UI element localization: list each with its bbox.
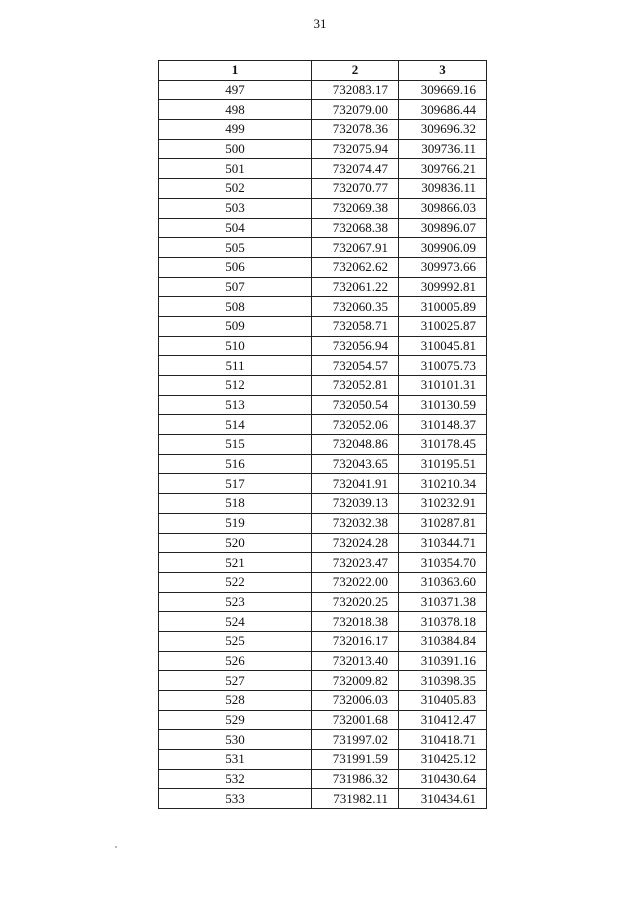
point-number-cell: 506 [159, 257, 312, 277]
y-coordinate-cell: 309973.66 [399, 257, 487, 277]
x-coordinate-cell: 731986.32 [312, 769, 399, 789]
y-coordinate-cell: 310425.12 [399, 750, 487, 770]
table-row [159, 415, 487, 435]
table-row [159, 730, 487, 750]
table-row [159, 100, 487, 120]
y-coordinate-cell: 310412.47 [399, 710, 487, 730]
y-coordinate-cell: 309866.03 [399, 198, 487, 218]
y-coordinate-cell: 309836.11 [399, 179, 487, 199]
x-coordinate-cell: 731982.11 [312, 789, 399, 809]
column-header-3: 3 [399, 61, 487, 81]
x-coordinate-cell: 731991.59 [312, 750, 399, 770]
y-coordinate-cell: 310005.89 [399, 297, 487, 317]
table-row [159, 198, 487, 218]
y-coordinate-cell: 310434.61 [399, 789, 487, 809]
column-header-2: 2 [312, 61, 399, 81]
y-coordinate-cell: 310075.73 [399, 356, 487, 376]
point-number-cell: 499 [159, 120, 312, 140]
table-row [159, 159, 487, 179]
x-coordinate-cell: 732075.94 [312, 139, 399, 159]
x-coordinate-cell: 732074.47 [312, 159, 399, 179]
point-number-cell: 513 [159, 395, 312, 415]
x-coordinate-cell: 731997.02 [312, 730, 399, 750]
y-coordinate-cell: 310210.34 [399, 474, 487, 494]
point-number-cell: 523 [159, 592, 312, 612]
y-coordinate-cell: 310363.60 [399, 572, 487, 592]
table-header [159, 61, 487, 81]
table-row [159, 494, 487, 514]
table-body [159, 80, 487, 808]
table-row [159, 454, 487, 474]
x-coordinate-cell: 732013.40 [312, 651, 399, 671]
table-row [159, 691, 487, 711]
y-coordinate-cell: 310045.81 [399, 336, 487, 356]
y-coordinate-cell: 309669.16 [399, 80, 487, 100]
y-coordinate-cell: 310148.37 [399, 415, 487, 435]
table-row [159, 592, 487, 612]
point-number-cell: 524 [159, 612, 312, 632]
table-row [159, 297, 487, 317]
y-coordinate-cell: 310195.51 [399, 454, 487, 474]
x-coordinate-cell: 732058.71 [312, 316, 399, 336]
y-coordinate-cell: 310371.38 [399, 592, 487, 612]
y-coordinate-cell: 309686.44 [399, 100, 487, 120]
point-number-cell: 532 [159, 769, 312, 789]
table-row [159, 120, 487, 140]
x-coordinate-cell: 732062.62 [312, 257, 399, 277]
x-coordinate-cell: 732061.22 [312, 277, 399, 297]
x-coordinate-cell: 732018.38 [312, 612, 399, 632]
point-number-cell: 508 [159, 297, 312, 317]
x-coordinate-cell: 732024.28 [312, 533, 399, 553]
table-row [159, 769, 487, 789]
point-number-cell: 527 [159, 671, 312, 691]
table-row [159, 553, 487, 573]
y-coordinate-cell: 310025.87 [399, 316, 487, 336]
x-coordinate-cell: 732009.82 [312, 671, 399, 691]
point-number-cell: 533 [159, 789, 312, 809]
table-row [159, 218, 487, 238]
y-coordinate-cell: 310418.71 [399, 730, 487, 750]
y-coordinate-cell: 309766.21 [399, 159, 487, 179]
table-row [159, 80, 487, 100]
point-number-cell: 501 [159, 159, 312, 179]
x-coordinate-cell: 732023.47 [312, 553, 399, 573]
x-coordinate-cell: 732060.35 [312, 297, 399, 317]
x-coordinate-cell: 732041.91 [312, 474, 399, 494]
table-row [159, 710, 487, 730]
x-coordinate-cell: 732070.77 [312, 179, 399, 199]
point-number-cell: 519 [159, 513, 312, 533]
point-number-cell: 503 [159, 198, 312, 218]
header-row [159, 61, 487, 81]
x-coordinate-cell: 732078.36 [312, 120, 399, 140]
x-coordinate-cell: 732006.03 [312, 691, 399, 711]
x-coordinate-cell: 732016.17 [312, 631, 399, 651]
y-coordinate-cell: 310405.83 [399, 691, 487, 711]
x-coordinate-cell: 732054.57 [312, 356, 399, 376]
x-coordinate-cell: 732068.38 [312, 218, 399, 238]
y-coordinate-cell: 310430.64 [399, 769, 487, 789]
point-number-cell: 509 [159, 316, 312, 336]
column-header-1: 1 [159, 61, 312, 81]
table-row [159, 474, 487, 494]
y-coordinate-cell: 309896.07 [399, 218, 487, 238]
page-number: 31 [313, 16, 327, 31]
point-number-cell: 511 [159, 356, 312, 376]
point-number-cell: 497 [159, 80, 312, 100]
y-coordinate-cell: 309696.32 [399, 120, 487, 140]
point-number-cell: 505 [159, 238, 312, 258]
point-number-cell: 526 [159, 651, 312, 671]
point-number-cell: 518 [159, 494, 312, 514]
point-number-cell: 520 [159, 533, 312, 553]
point-number-cell: 500 [159, 139, 312, 159]
y-coordinate-cell: 310378.18 [399, 612, 487, 632]
y-coordinate-cell: 310287.81 [399, 513, 487, 533]
point-number-cell: 515 [159, 435, 312, 455]
y-coordinate-cell: 309736.11 [399, 139, 487, 159]
table-row [159, 750, 487, 770]
y-coordinate-cell: 310354.70 [399, 553, 487, 573]
table-row [159, 257, 487, 277]
x-coordinate-cell: 732048.86 [312, 435, 399, 455]
point-number-cell: 530 [159, 730, 312, 750]
table-row [159, 139, 487, 159]
y-coordinate-cell: 310391.16 [399, 651, 487, 671]
x-coordinate-cell: 732083.17 [312, 80, 399, 100]
x-coordinate-cell: 732067.91 [312, 238, 399, 258]
x-coordinate-cell: 732069.38 [312, 198, 399, 218]
point-number-cell: 528 [159, 691, 312, 711]
y-coordinate-cell: 310130.59 [399, 395, 487, 415]
x-coordinate-cell: 732022.00 [312, 572, 399, 592]
coordinates-table [158, 60, 487, 809]
table-row [159, 238, 487, 258]
y-coordinate-cell: 309906.09 [399, 238, 487, 258]
point-number-cell: 525 [159, 631, 312, 651]
table-row [159, 395, 487, 415]
table-row [159, 277, 487, 297]
scan-speck [115, 846, 117, 848]
x-coordinate-cell: 732079.00 [312, 100, 399, 120]
y-coordinate-cell: 310398.35 [399, 671, 487, 691]
x-coordinate-cell: 732050.54 [312, 395, 399, 415]
point-number-cell: 504 [159, 218, 312, 238]
table-row [159, 651, 487, 671]
table-row [159, 572, 487, 592]
point-number-cell: 516 [159, 454, 312, 474]
x-coordinate-cell: 732039.13 [312, 494, 399, 514]
point-number-cell: 529 [159, 710, 312, 730]
x-coordinate-cell: 732001.68 [312, 710, 399, 730]
point-number-cell: 521 [159, 553, 312, 573]
point-number-cell: 510 [159, 336, 312, 356]
point-number-cell: 507 [159, 277, 312, 297]
point-number-cell: 498 [159, 100, 312, 120]
table-row [159, 513, 487, 533]
y-coordinate-cell: 309992.81 [399, 277, 487, 297]
point-number-cell: 512 [159, 376, 312, 396]
x-coordinate-cell: 732043.65 [312, 454, 399, 474]
table-row [159, 179, 487, 199]
x-coordinate-cell: 732056.94 [312, 336, 399, 356]
table-row [159, 533, 487, 553]
y-coordinate-cell: 310344.71 [399, 533, 487, 553]
point-number-cell: 517 [159, 474, 312, 494]
y-coordinate-cell: 310101.31 [399, 376, 487, 396]
x-coordinate-cell: 732052.06 [312, 415, 399, 435]
y-coordinate-cell: 310384.84 [399, 631, 487, 651]
point-number-cell: 514 [159, 415, 312, 435]
table-row [159, 316, 487, 336]
point-number-cell: 502 [159, 179, 312, 199]
y-coordinate-cell: 310178.45 [399, 435, 487, 455]
table-row [159, 612, 487, 632]
table-row [159, 336, 487, 356]
table-row [159, 671, 487, 691]
point-number-cell: 522 [159, 572, 312, 592]
table-row [159, 789, 487, 809]
x-coordinate-cell: 732020.25 [312, 592, 399, 612]
x-coordinate-cell: 732052.81 [312, 376, 399, 396]
y-coordinate-cell: 310232.91 [399, 494, 487, 514]
table-row [159, 435, 487, 455]
point-number-cell: 531 [159, 750, 312, 770]
x-coordinate-cell: 732032.38 [312, 513, 399, 533]
table-row [159, 631, 487, 651]
table-row [159, 356, 487, 376]
table-row [159, 376, 487, 396]
